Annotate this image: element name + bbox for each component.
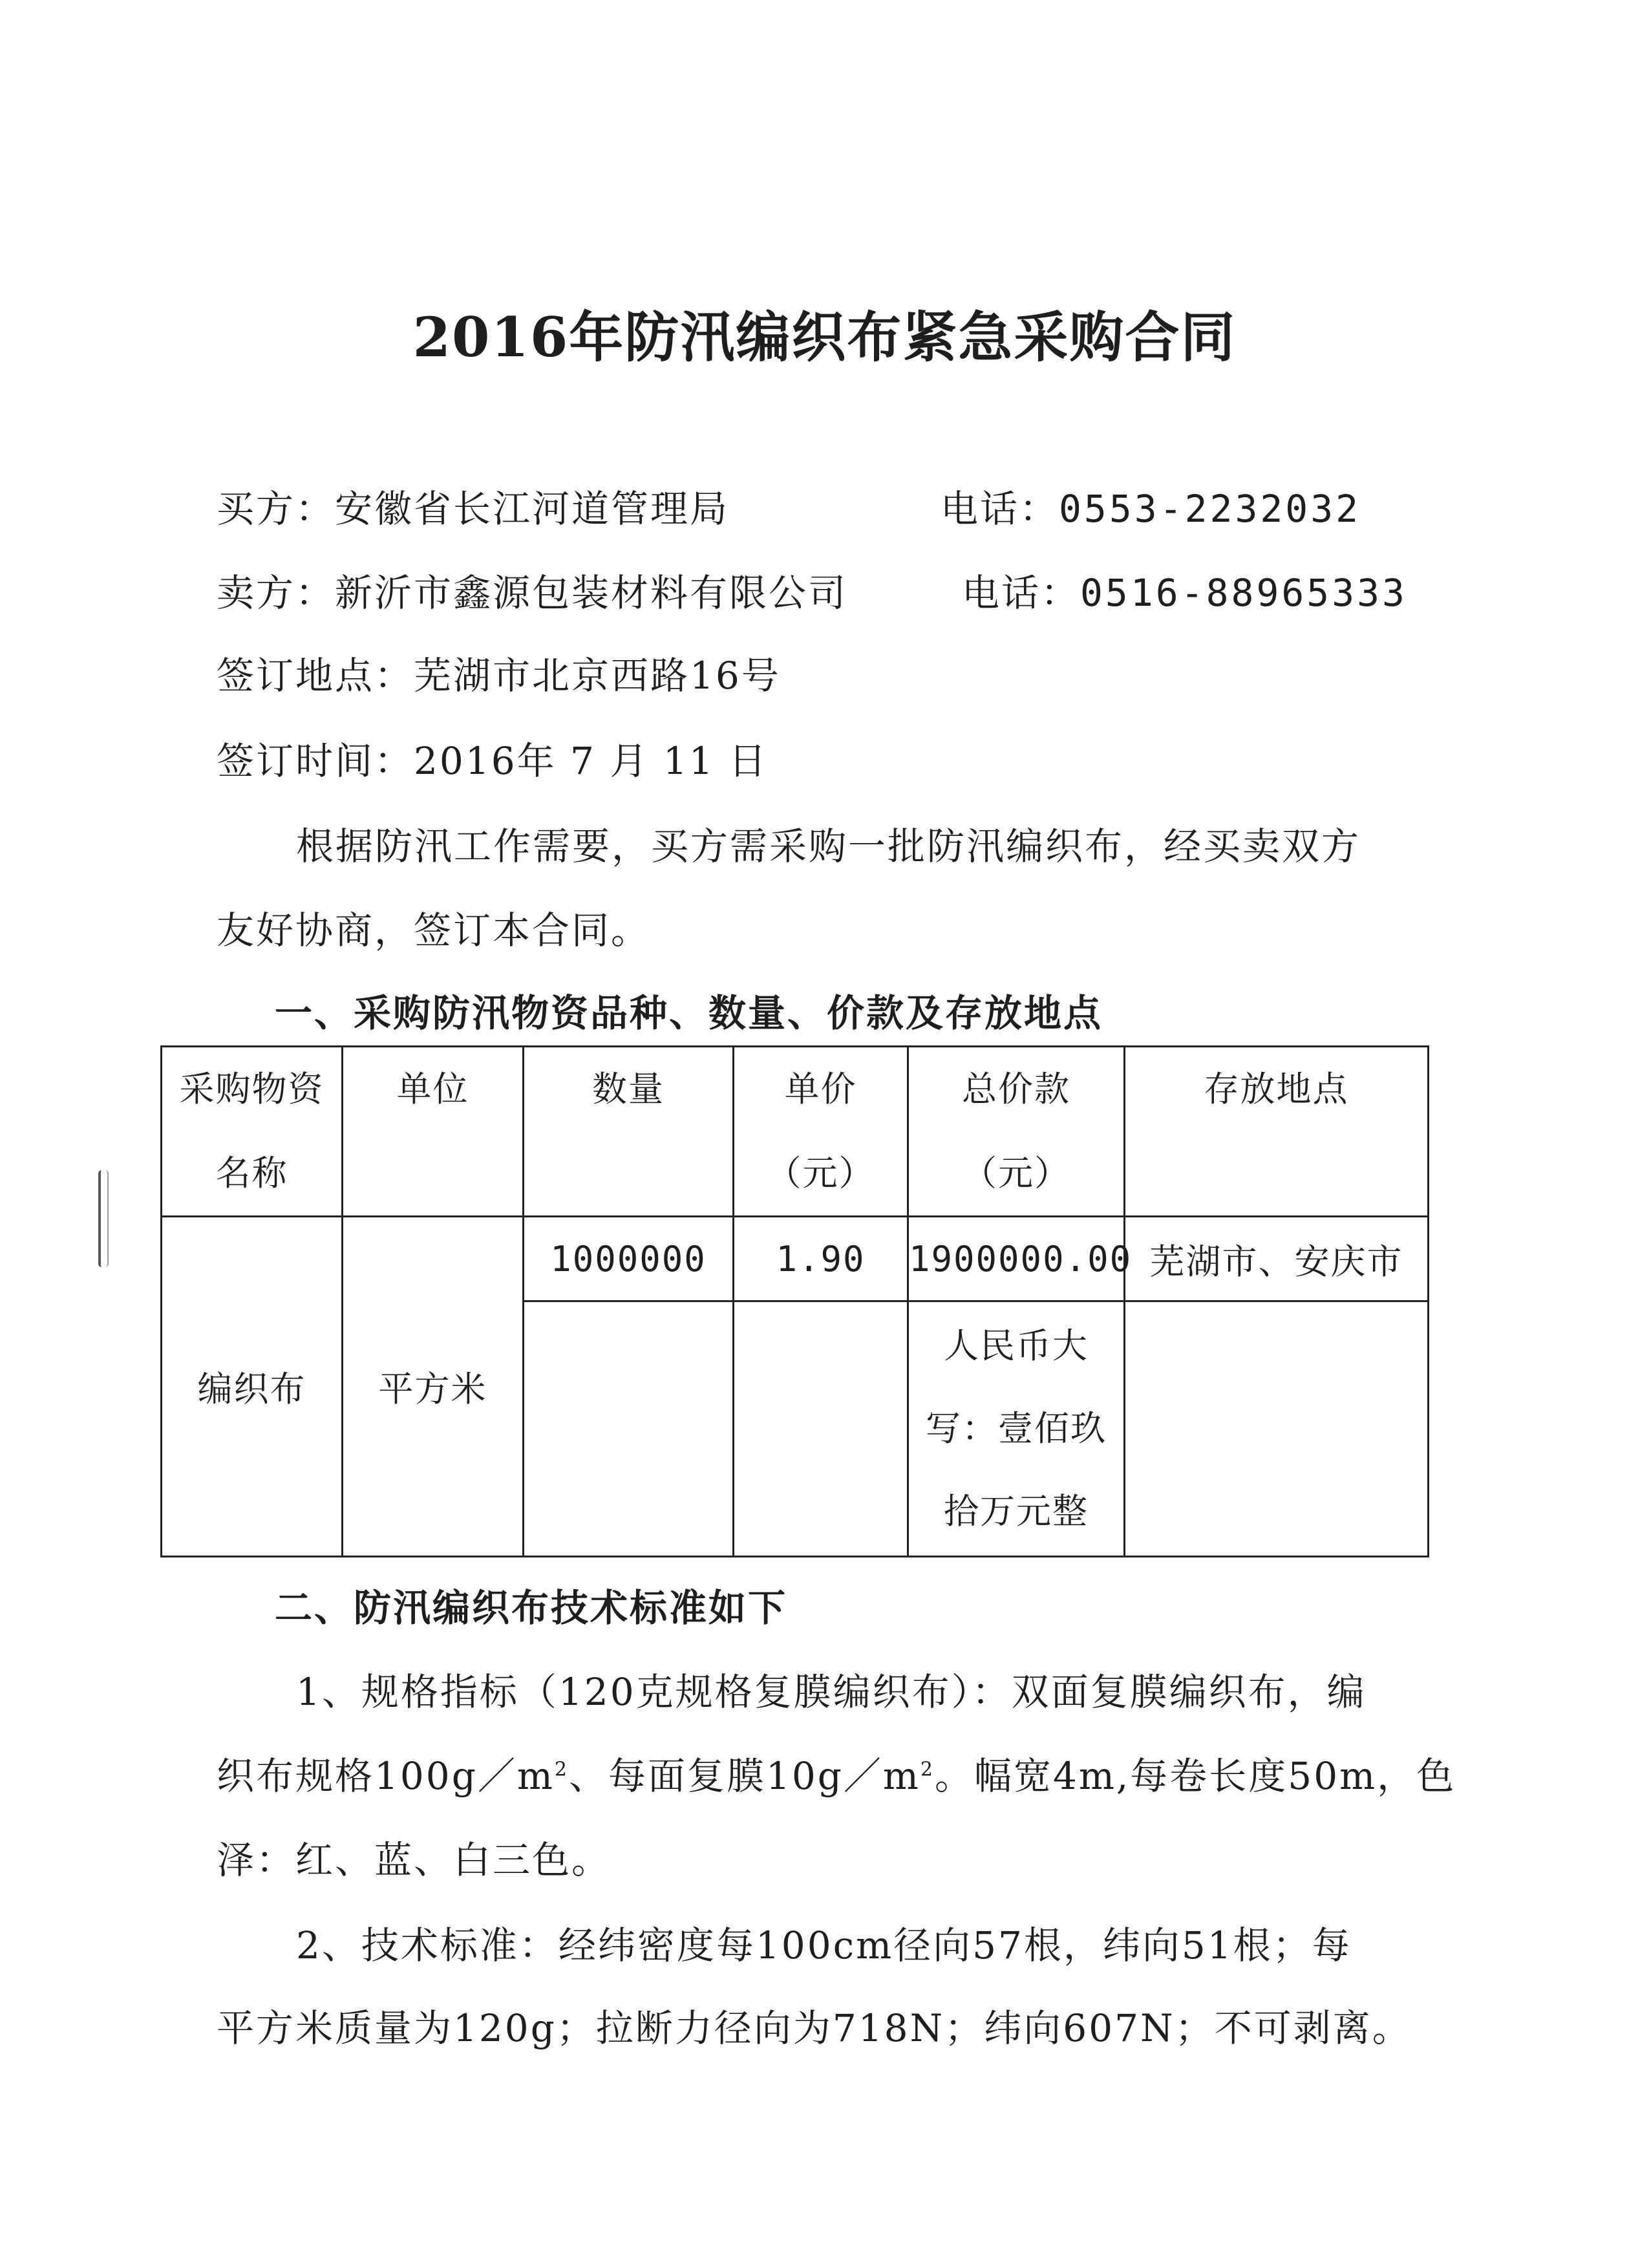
table-row (162, 1217, 1429, 1301)
header-price: 单价 （元） (734, 1047, 908, 1217)
seller-phone-label: 电话： (962, 571, 1081, 615)
spec-1-line-2: 织布规格$100g/m^2$、每面复膜$10g/m^2$。幅宽4m,每卷长度50m，色 (217, 1754, 1456, 1798)
sign-time-label: 签订时间： (217, 739, 414, 783)
header-item: 采购物资 名称 (162, 1047, 343, 1217)
sign-time-value: 2016年 7 月 11 日 (414, 739, 769, 783)
sign-place-label: 签订地点： (217, 654, 414, 698)
header-total: 总价款 （元） (908, 1047, 1125, 1217)
intro-line-2: 友好协商，签订本合同。 (217, 908, 651, 952)
page-title: 2016年防汛编织布紧急采购合同 (412, 305, 1237, 369)
buyer-line (217, 478, 729, 533)
cell-item: 编织布 (162, 1217, 343, 1557)
sign-place-line (217, 645, 781, 700)
spec-1-line-3: 泽：红、蓝、白三色。 (217, 1838, 612, 1882)
sign-place-value: 芜湖市北京西路16号 (414, 654, 781, 698)
buyer-phone: 0553-2232032 (1059, 487, 1361, 531)
header-unit: 单位 (343, 1047, 524, 1217)
spec-2-line-2: 平方米质量为120g；拉断力径向为718N；纬向607N；不可剥离。 (217, 2006, 1412, 2050)
seller-phone-line (962, 562, 1407, 617)
cell-total: 1900000.00 (908, 1217, 1125, 1301)
cell-total-words: 人民币大 写：壹佰玖 拾万元整 (908, 1301, 1125, 1557)
intro-line-1: 根据防汛工作需要，买方需采购一批防汛编织布，经买卖双方 (296, 824, 1361, 868)
seller-label: 卖方： (217, 571, 335, 615)
cell-empty (734, 1301, 908, 1557)
buyer-name: 安徽省长江河道管理局 (335, 487, 730, 531)
cell-qty: 1000000 (524, 1217, 734, 1301)
cell-place: 芜湖市、安庆市 (1125, 1217, 1429, 1301)
seller-phone: 0516-88965333 (1080, 571, 1407, 615)
buyer-phone-line (941, 478, 1361, 533)
cell-price: 1.90 (734, 1217, 908, 1301)
buyer-phone-label: 电话： (941, 487, 1059, 531)
section-2-heading: 二、防汛编织布技术标准如下 (275, 1586, 788, 1630)
spec-1-line-1: 1、规格指标（120克规格复膜编织布）：双面复膜编织布，编 (296, 1670, 1367, 1714)
staple-mark (98, 1170, 109, 1267)
goods-table (160, 1045, 1429, 1557)
table-header-row (162, 1047, 1429, 1217)
section-1-heading: 一、采购防汛物资品种、数量、价款及存放地点 (275, 991, 1103, 1035)
sign-time-line (217, 731, 768, 785)
seller-line (217, 562, 847, 617)
header-qty: 数量 (524, 1047, 734, 1217)
cell-unit: 平方米 (343, 1217, 524, 1557)
buyer-label: 买方： (217, 487, 335, 531)
cell-empty (1125, 1301, 1429, 1557)
spec-2-line-1: 2、技术标准：经纬密度每100cm径向57根，纬向51根；每 (296, 1923, 1352, 1967)
cell-empty (524, 1301, 734, 1557)
seller-name: 新沂市鑫源包装材料有限公司 (335, 571, 848, 615)
header-place: 存放地点 (1125, 1047, 1429, 1217)
